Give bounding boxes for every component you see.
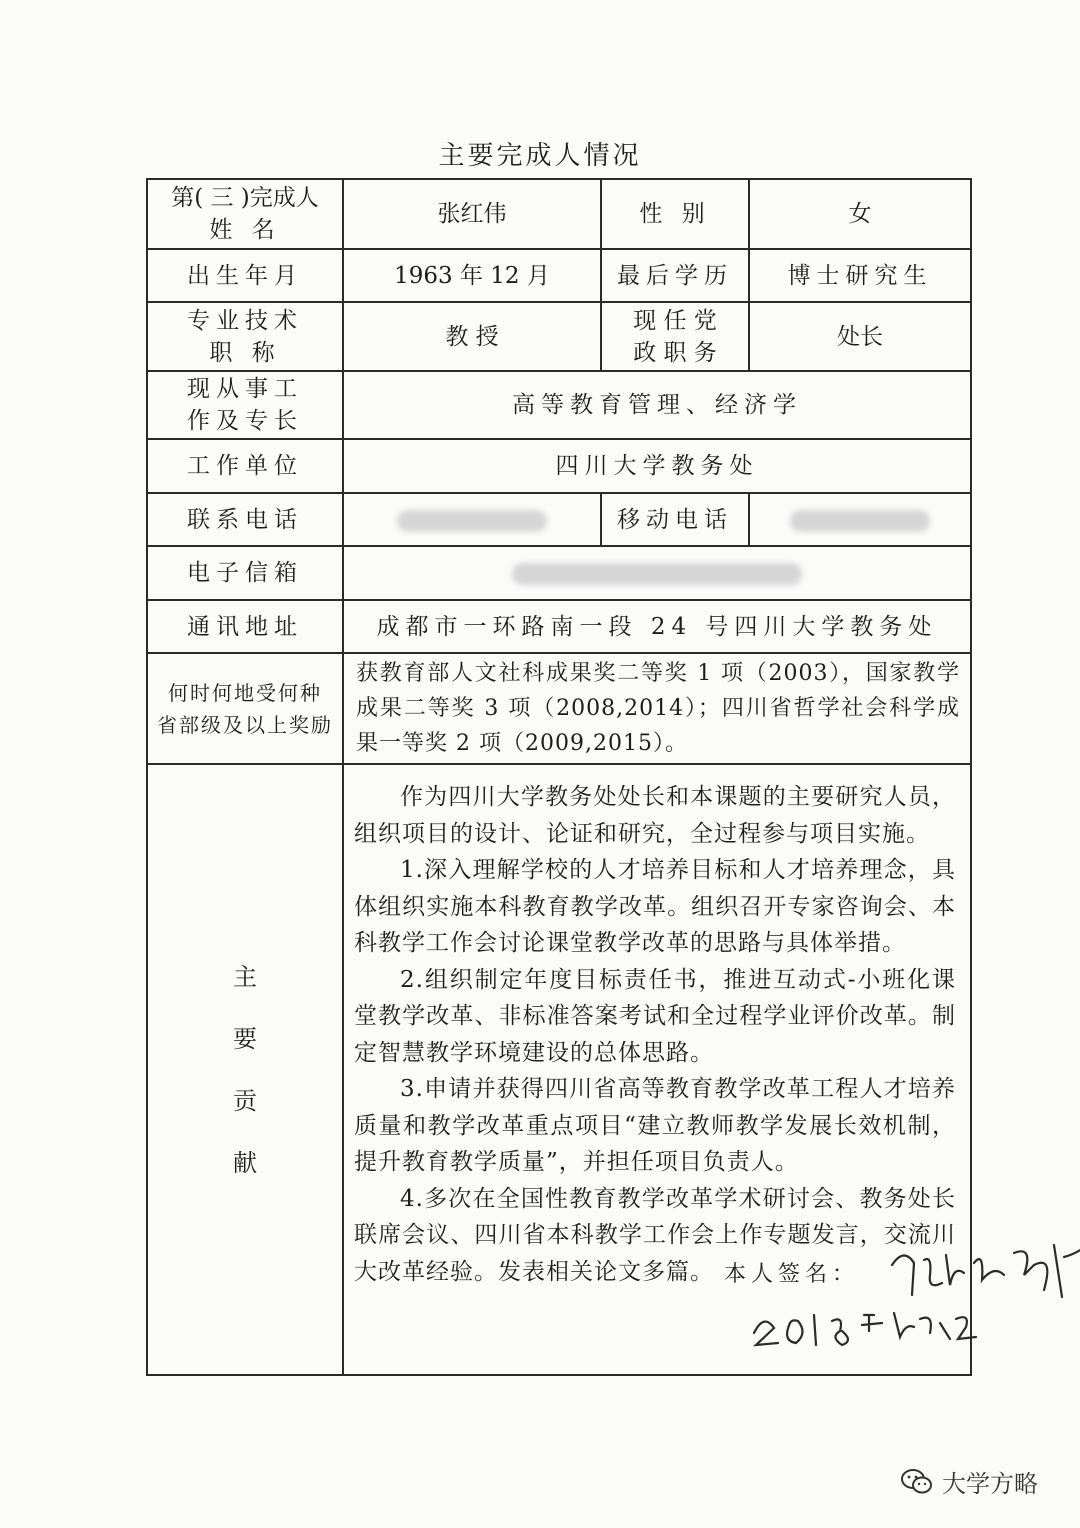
tech-title-label: 专业技术 职 称: [147, 302, 343, 371]
address-value: 成都市一环路南一段 24 号四川大学教务处: [343, 600, 971, 653]
rank-name-label: 第( 三 )完成人 姓 名: [147, 179, 343, 249]
birth-value: 1963 年 12 月: [343, 249, 601, 302]
contribution-paragraph: 3.申请并获得四川省高等教育教学改革工程人才培养质量和教学改革重点项目“建立教师教学发展长效机制，提升教育教学质量”，并担任项目负责人。: [354, 1076, 956, 1175]
contribution-paragraph: 2.组织制定年度目标责任书，推进互动式-小班化课堂教学改革、非标准答案考试和全过程学业评价改革。制定智慧教学环境建设的总体思路。: [354, 966, 956, 1066]
work-unit-value: 四川大学教务处: [343, 439, 971, 493]
education-label: 最后学历: [601, 249, 749, 302]
contribution-paragraph: 1.深入理解学校的人才培养目标和人才培养理念，具体组织实施本科教育教学改革。组织召开专家咨询会、本科教学工作会讨论课堂教学改革的思路与具体举措。: [354, 857, 956, 956]
address-label: 通讯地址: [147, 600, 343, 653]
signature-label: 本人签名：: [724, 1262, 860, 1287]
gender-value: 女: [749, 179, 971, 249]
awards-value: 获教育部人文社科成果奖二等奖 1 项（2003），国家教学成果二等奖 3 项（2008,2014）；四川省哲学社会科学成果一等奖 2 项（2009,2015）。: [343, 653, 971, 764]
contribution-paragraph: 作为四川大学教务处处长和本课题的主要研究人员，组织项目的设计、论证和研究，全过程参与项目实施。: [354, 784, 956, 847]
education-value: 博士研究生: [749, 249, 971, 302]
name-value: 张红伟: [343, 179, 601, 249]
gender-label: 性 别: [601, 179, 749, 249]
work-unit-label: 工作单位: [147, 439, 343, 493]
watermark-text: 大学方略: [942, 1470, 1038, 1498]
wechat-icon: [900, 1467, 934, 1497]
mobile-value-redacted: [749, 493, 971, 546]
handwritten-date: [744, 1293, 1004, 1353]
work-specialty-value: 高等教育管理、经济学: [343, 371, 971, 439]
birth-label: 出生年月: [147, 249, 343, 302]
email-value-redacted: [343, 546, 971, 600]
phone-label: 联系电话: [147, 493, 343, 546]
contribution-label: 主 要 贡 献: [147, 764, 343, 1375]
awards-label: 何时何地受何种 省部级及以上奖励: [147, 653, 343, 764]
mobile-label: 移动电话: [601, 493, 749, 546]
party-post-value: 处长: [749, 302, 971, 371]
contribution-paragraph: 4.多次在全国性教育教学改革学术研讨会、教务处长联席会议、四川省本科教学工作会上作专题发言，交流川大改革经验。发表相关论文多篇。: [354, 1185, 956, 1285]
phone-value-redacted: [343, 493, 601, 546]
watermark: [900, 1464, 1038, 1499]
contribution-text: [343, 764, 971, 1375]
work-specialty-label: 现从事工 作及专长: [147, 371, 343, 439]
email-label: 电子信箱: [147, 546, 343, 600]
party-post-label: 现 任 党 政 职 务: [601, 302, 749, 371]
page-title: 主要完成人情况: [438, 141, 642, 171]
tech-title-value: 教 授: [343, 302, 601, 371]
personal-info-table: [146, 178, 972, 1376]
